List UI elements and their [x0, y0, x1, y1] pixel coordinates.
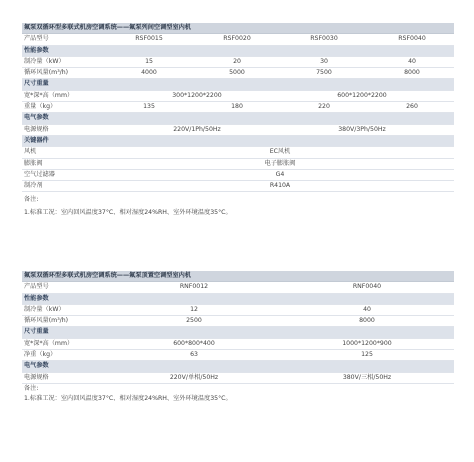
- section-title: 性能参数: [24, 46, 49, 54]
- dims-cell: 300*1200*2200: [172, 91, 222, 99]
- airflow-cell: 5000: [229, 69, 245, 77]
- spec-table-row-type: [22, 23, 454, 219]
- weight-label: 净重（kg）: [24, 351, 57, 359]
- airflow-label: 循环风量(m³/h): [24, 317, 69, 325]
- model-cell: RNF0040: [352, 283, 382, 291]
- airflow-cell: 7500: [316, 69, 332, 77]
- fan-cell: EC风机: [269, 148, 291, 156]
- section-header: [22, 79, 454, 90]
- model-cell: RSF0020: [223, 35, 251, 43]
- section-header: [22, 136, 454, 147]
- fan-label: 风机: [24, 148, 37, 156]
- cooling-cell: 20: [233, 57, 241, 65]
- dims-cell: 1000*1200*900: [342, 339, 392, 347]
- table-title: 氟泵双循环型多联式机房空调系统——氟泵列间空调型室内机: [24, 24, 192, 31]
- valve-label: 膨胀阀: [24, 159, 43, 167]
- section-title: 性能参数: [24, 294, 49, 302]
- refrigerant-row: [22, 181, 454, 192]
- power-row: [22, 125, 454, 136]
- cooling-row: [22, 305, 454, 316]
- filter-row: [22, 170, 454, 181]
- weight-cell: 135: [143, 103, 155, 111]
- cooling-row: [22, 57, 454, 68]
- section-header: [22, 46, 454, 57]
- section-title: 尺寸重量: [24, 80, 49, 88]
- spec-table-ceiling-type: [22, 271, 454, 405]
- section-header: [22, 294, 454, 305]
- note-text: 1.标准工况：室内回风温度37°C、相对湿度24%RH、室外环境温度35°C。: [24, 209, 232, 217]
- note-text: 1.标准工况：室内回风温度37°C、相对湿度24%RH、室外环境温度35°C。: [24, 395, 232, 403]
- fan-row: [22, 147, 454, 158]
- power-row: [22, 373, 454, 384]
- note-title: 备注:: [24, 384, 39, 392]
- power-cell: 220V/1Ph/50Hz: [173, 125, 221, 133]
- airflow-cell: 2500: [186, 317, 202, 325]
- airflow-row: [22, 316, 454, 327]
- note-row: [22, 208, 454, 218]
- weight-cell: 125: [361, 351, 373, 359]
- model-label: 产品型号: [24, 35, 49, 43]
- cooling-label: 制冷量（kW）: [24, 305, 65, 313]
- filter-label: 空气过滤器: [24, 170, 55, 178]
- airflow-cell: 4000: [141, 69, 157, 77]
- table-title-row: [22, 271, 454, 282]
- weight-cell: 63: [190, 351, 198, 359]
- section-header: [22, 361, 454, 372]
- weight-cell: 220: [318, 103, 330, 111]
- dims-cell: 600*1200*2200: [337, 91, 387, 99]
- section-header: [22, 327, 454, 338]
- model-cell: RSF0040: [398, 35, 426, 43]
- cooling-cell: 12: [190, 305, 198, 313]
- weight-row: [22, 102, 454, 113]
- model-cell: RSF0030: [310, 35, 338, 43]
- dims-label: 宽*深*高（mm）: [24, 339, 74, 347]
- airflow-label: 循环风量(m³/h): [24, 69, 69, 77]
- table-title: 氟泵双循环型多联式机房空调系统——氟泵顶置空调型室内机: [24, 272, 192, 279]
- cooling-cell: 30: [320, 57, 328, 65]
- power-cell: 220V/单相/50Hz: [169, 373, 219, 381]
- section-title: 电气参数: [24, 362, 49, 370]
- section-title: 关键器件: [24, 136, 49, 144]
- section-title: 尺寸重量: [24, 328, 49, 336]
- valve-row: [22, 159, 454, 170]
- cooling-cell: 40: [363, 305, 371, 313]
- refrigerant-label: 制冷剂: [24, 182, 43, 190]
- model-row: [22, 282, 454, 293]
- weight-label: 重量（kg）: [24, 103, 57, 111]
- note-title: 备注:: [24, 196, 39, 204]
- refrigerant-cell: R410A: [269, 182, 291, 190]
- table-title-row: [22, 23, 454, 34]
- cooling-cell: 40: [408, 57, 416, 65]
- cooling-cell: 15: [145, 57, 153, 65]
- valve-cell: 电子膨胀阀: [264, 159, 296, 167]
- power-label: 电源规格: [24, 125, 49, 133]
- dims-cell: 600*800*400: [173, 339, 215, 347]
- section-header: [22, 113, 454, 124]
- weight-row: [22, 350, 454, 361]
- model-row: [22, 34, 454, 45]
- power-cell: 380V/三相/50Hz: [342, 373, 392, 381]
- power-label: 电源规格: [24, 373, 49, 381]
- dims-label: 宽*深*高（mm）: [24, 91, 74, 99]
- model-cell: RSF0015: [135, 35, 163, 43]
- model-cell: RNF0012: [179, 283, 209, 291]
- note-title-row: [22, 384, 454, 394]
- power-cell: 380V/3Ph/50Hz: [338, 125, 386, 133]
- filter-cell: G4: [275, 170, 285, 178]
- airflow-cell: 8000: [359, 317, 375, 325]
- cooling-label: 制冷量（kW）: [24, 57, 65, 65]
- dims-row: [22, 91, 454, 102]
- airflow-row: [22, 68, 454, 79]
- weight-cell: 260: [406, 103, 418, 111]
- section-title: 电气参数: [24, 114, 49, 122]
- note-title-row: [22, 192, 454, 208]
- weight-cell: 180: [231, 103, 243, 111]
- model-label: 产品型号: [24, 283, 49, 291]
- dims-row: [22, 339, 454, 350]
- note-row: [22, 394, 454, 404]
- airflow-cell: 8000: [404, 69, 420, 77]
